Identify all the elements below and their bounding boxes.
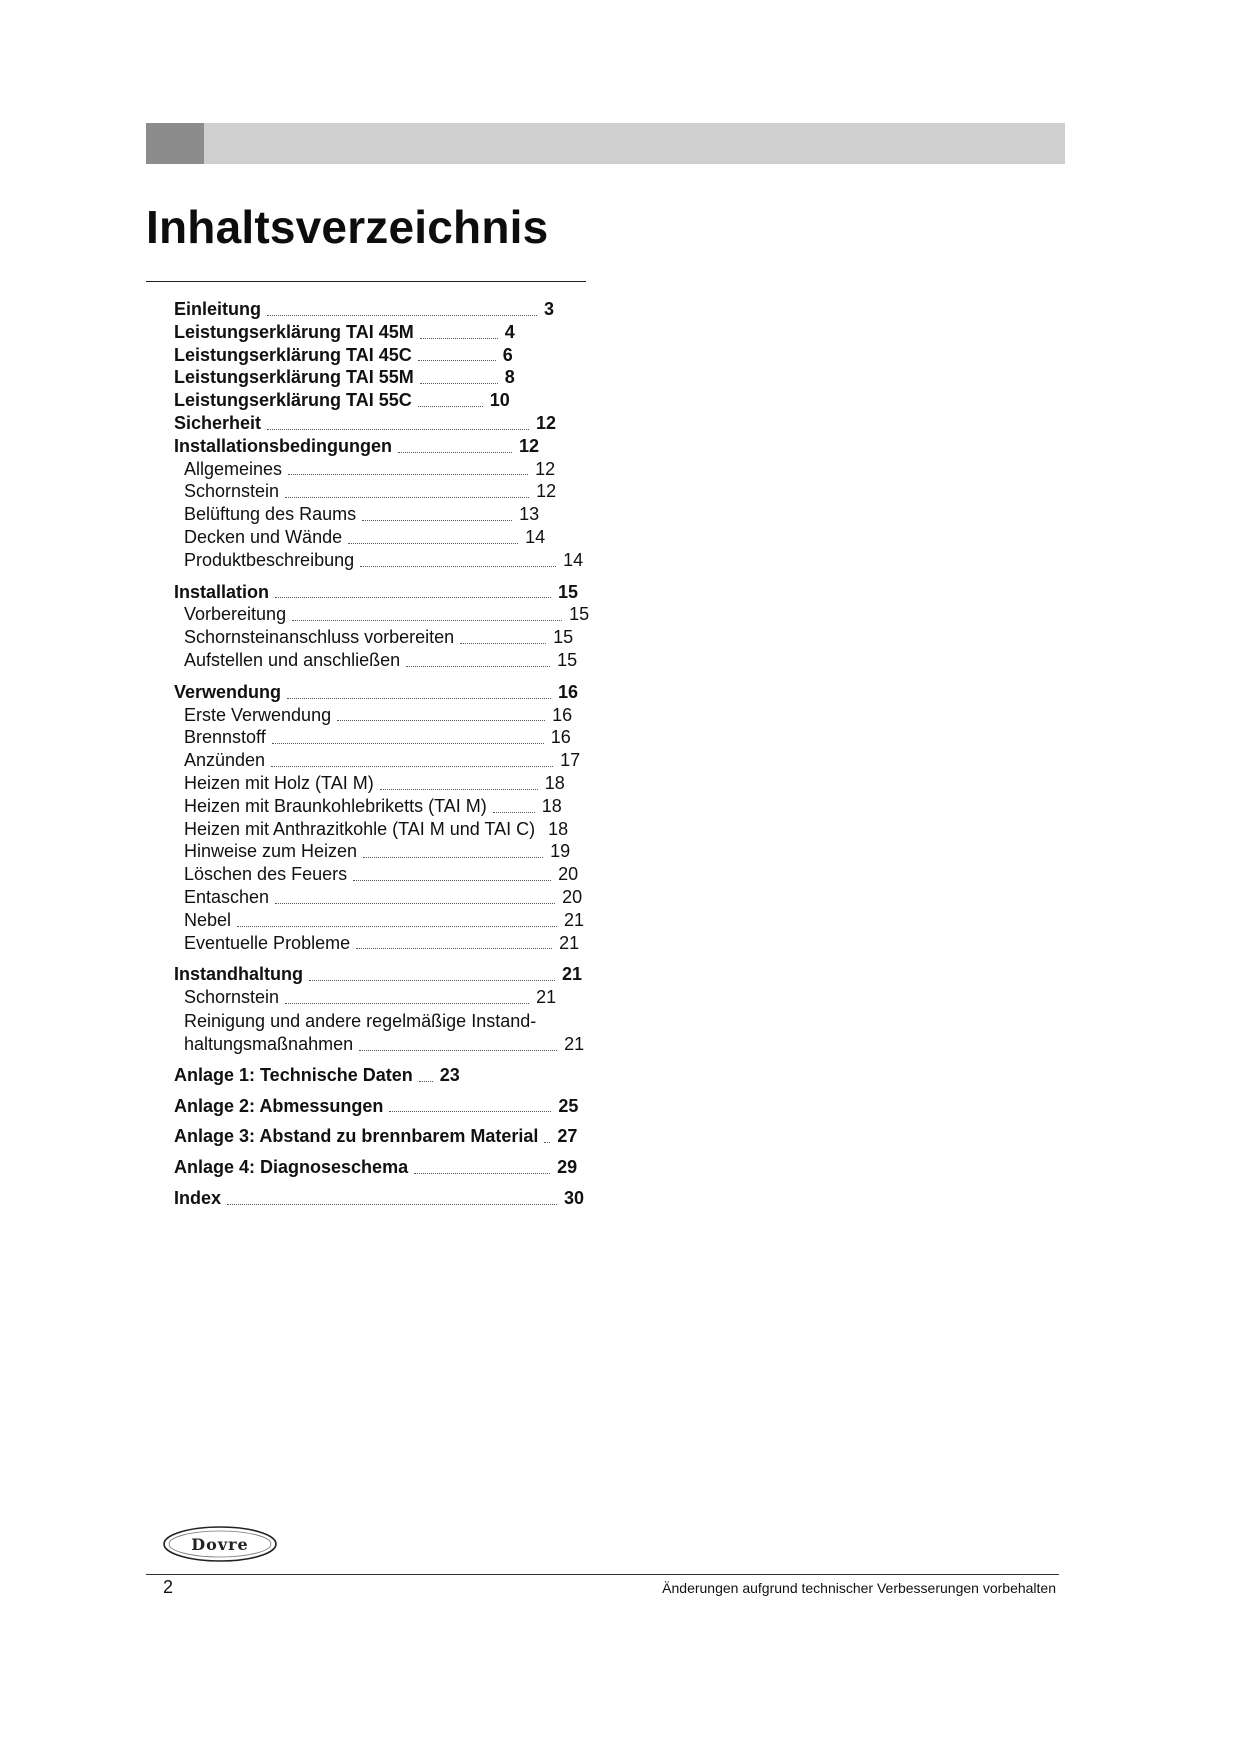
toc-entry-page: 19 [550,841,571,862]
toc-entry-label: Leistungserklärung TAI 45M [174,321,414,342]
table-of-contents [174,298,634,1210]
page-title: Inhaltsverzeichnis [146,201,549,253]
page-number: 2 [163,1577,174,1597]
toc-entry-annex-2[interactable] [174,1125,634,1148]
dotted-leader [414,1173,550,1174]
footer-note: Änderungen aufgrund technischer Verbesserungen vorbehalten [662,1580,1056,1596]
toc-entry-page: 13 [519,504,540,525]
dotted-leader [267,315,537,316]
toc-entry-label: Aufstellen und anschließen [184,649,401,670]
toc-entry-label: haltungsmaßnahmen [184,1033,354,1054]
toc-entry-page: 16 [552,704,573,725]
toc-entry-label: Leistungserklärung TAI 55M [174,367,414,388]
toc-entry-label: Decken und Wände [184,526,343,547]
header-band [146,123,1065,164]
toc-entry-page: 18 [548,818,569,839]
dotted-leader [460,643,546,644]
toc-entry-page: 12 [519,435,540,456]
dotted-leader [418,360,496,361]
toc-entry-page: 6 [502,344,513,365]
dotted-leader [227,1204,557,1205]
toc-entry-label: Reinigung und andere regelmäßige Instand- [184,1010,537,1031]
dotted-leader [285,1003,529,1004]
toc-entry-page: 15 [569,604,590,625]
toc-entry-label: Leistungserklärung TAI 55C [174,390,412,411]
toc-entry-label: Hinweise zum Heizen [184,841,358,862]
dotted-leader [356,948,552,949]
dotted-leader [359,1050,557,1051]
toc-entry-wrapped-line1[interactable] [174,1009,634,1033]
dotted-leader [398,452,512,453]
dovre-logo [162,1525,278,1563]
dotted-leader [493,812,535,813]
toc-entry-11[interactable] [174,549,634,572]
toc-entry-1[interactable] [174,321,634,344]
toc-entry-page: 25 [558,1095,579,1116]
toc-entry-label: Vorbereitung [184,604,287,625]
toc-entry-label: Heizen mit Holz (TAI M) [184,772,374,793]
toc-entry-annex-4[interactable] [174,1187,634,1210]
toc-entry-label: Instandhaltung [174,964,303,985]
toc-entry-page: 12 [535,458,556,479]
dotted-leader [353,880,551,881]
toc-entry-page: 21 [536,987,557,1008]
dotted-leader [389,1111,551,1112]
toc-entry-annex-3[interactable] [174,1156,634,1179]
dotted-leader [237,926,557,927]
toc-entry-label: Nebel [184,909,232,930]
toc-entry-label: Index [174,1187,222,1208]
toc-entry-13[interactable] [174,603,634,626]
toc-entry-24[interactable] [174,863,634,886]
toc-entry-page: 15 [553,627,574,648]
toc-entry-label: Eventuelle Probleme [184,932,351,953]
toc-entry-29[interactable] [174,986,634,1009]
toc-entry-4[interactable] [174,389,634,412]
toc-entry-page: 16 [550,727,571,748]
toc-entry-5[interactable] [174,412,634,435]
toc-entry-28[interactable] [174,963,634,986]
dotted-leader [287,698,551,699]
toc-entry-page: 17 [560,750,581,771]
toc-entry-page: 21 [564,1033,585,1054]
toc-entry-page: 12 [536,412,557,433]
toc-entry-page: 8 [504,367,515,388]
toc-entry-page: 18 [544,772,565,793]
toc-entry-23[interactable] [174,840,634,863]
toc-entry-page: 20 [562,886,583,907]
toc-entry-page: 21 [564,909,585,930]
toc-entry-label: Anlage 1: Technische Daten [174,1064,413,1085]
dotted-leader [275,597,551,598]
dotted-leader [348,543,518,544]
dotted-leader [275,903,555,904]
toc-entry-page: 12 [536,481,557,502]
dotted-leader [362,520,512,521]
toc-entry-21[interactable] [174,795,634,818]
dotted-leader [418,406,483,407]
dotted-leader [288,474,528,475]
toc-entry-label: Produktbeschreibung [184,549,355,570]
toc-entry-8[interactable] [174,480,634,503]
dotted-leader [267,429,529,430]
toc-entry-label: Einleitung [174,299,261,319]
toc-entry-16[interactable] [174,681,634,704]
toc-entry-label: Sicherheit [174,412,262,433]
toc-entry-page: 27 [557,1126,578,1147]
title-rule [146,281,586,282]
dotted-leader [292,620,562,621]
toc-entry-2[interactable] [174,344,634,367]
toc-entry-22[interactable] [174,818,634,841]
toc-entry-page: 30 [564,1187,585,1208]
toc-entry-label: Schornstein [184,987,280,1008]
dotted-leader [363,857,543,858]
toc-entry-label: Schornsteinanschluss vorbereiten [184,627,455,648]
toc-entry-page: 3 [544,299,555,319]
toc-entry-6[interactable] [174,435,634,458]
toc-entry-12[interactable] [174,581,634,604]
toc-entry-25[interactable] [174,886,634,909]
dotted-leader [360,566,556,567]
toc-entry-label: Leistungserklärung TAI 45C [174,344,412,365]
logo-text: Dovre [191,1535,249,1554]
toc-entry-annex-0[interactable] [174,1064,634,1087]
toc-entry-26[interactable] [174,909,634,932]
toc-entry-annex-1[interactable] [174,1095,634,1118]
dotted-leader [420,338,498,339]
toc-entry-label: Anlage 3: Abstand zu brennbarem Material [174,1126,539,1147]
dotted-leader [406,666,550,667]
toc-entry-page: 29 [557,1157,578,1178]
footer-rule [146,1574,1059,1575]
dotted-leader [309,980,555,981]
dotted-leader [337,720,545,721]
dotted-leader [271,766,553,767]
toc-entry-20[interactable] [174,772,634,795]
dotted-leader [544,1142,550,1143]
toc-entry-3[interactable] [174,366,634,389]
toc-entry-7[interactable] [174,458,634,481]
toc-entry-label: Entaschen [184,886,270,907]
toc-entry-page: 21 [559,932,580,953]
toc-entry-15[interactable] [174,649,634,672]
toc-entry-label: Anlage 4: Diagnoseschema [174,1157,409,1178]
dotted-leader [272,743,544,744]
toc-entry-label: Anzünden [184,750,266,771]
toc-entry-label: Allgemeines [184,458,283,479]
dotted-leader [419,1081,433,1082]
dotted-leader [285,497,529,498]
toc-entry-page: 21 [562,964,583,985]
toc-entry-page: 18 [541,795,562,816]
toc-entry-label: Heizen mit Anthrazitkohle (TAI M und TAI C) [184,818,536,839]
toc-entry-label: Belüftung des Raums [184,504,357,525]
toc-entry-page: 23 [439,1064,460,1085]
dotted-leader [420,383,498,384]
toc-entry-label: Schornstein [184,481,280,502]
header-accent-block [146,123,204,164]
toc-entry-9[interactable] [174,503,634,526]
toc-entry-label: Verwendung [174,681,282,702]
toc-entry-page: 4 [504,321,515,342]
toc-entry-27[interactable] [174,932,634,955]
toc-entry-page: 16 [558,681,579,702]
toc-entry-17[interactable] [174,704,634,727]
toc-entry-page: 14 [525,526,546,547]
toc-entry-page: 10 [489,390,510,411]
toc-entry-label: Heizen mit Braunkohlebriketts (TAI M) [184,795,487,816]
toc-entry-14[interactable] [174,626,634,649]
toc-entry-page: 14 [563,549,584,570]
toc-entry-label: Installationsbedingungen [174,435,393,456]
toc-entry-18[interactable] [174,726,634,749]
toc-entry-label: Löschen des Feuers [184,864,348,885]
toc-entry-label: Brennstoff [184,727,266,748]
toc-entry-page: 15 [558,581,579,602]
toc-entry-10[interactable] [174,526,634,549]
toc-entry-label: Erste Verwendung [184,704,332,725]
dotted-leader [380,789,538,790]
toc-entry-page: 15 [557,649,578,670]
toc-entry-wrapped-line2[interactable] [174,1033,634,1056]
toc-entry-label: Anlage 2: Abmessungen [174,1095,384,1116]
toc-entry-19[interactable] [174,749,634,772]
toc-entry-0[interactable] [174,298,634,321]
toc-entry-label: Installation [174,581,270,602]
toc-entry-page: 20 [558,864,579,885]
